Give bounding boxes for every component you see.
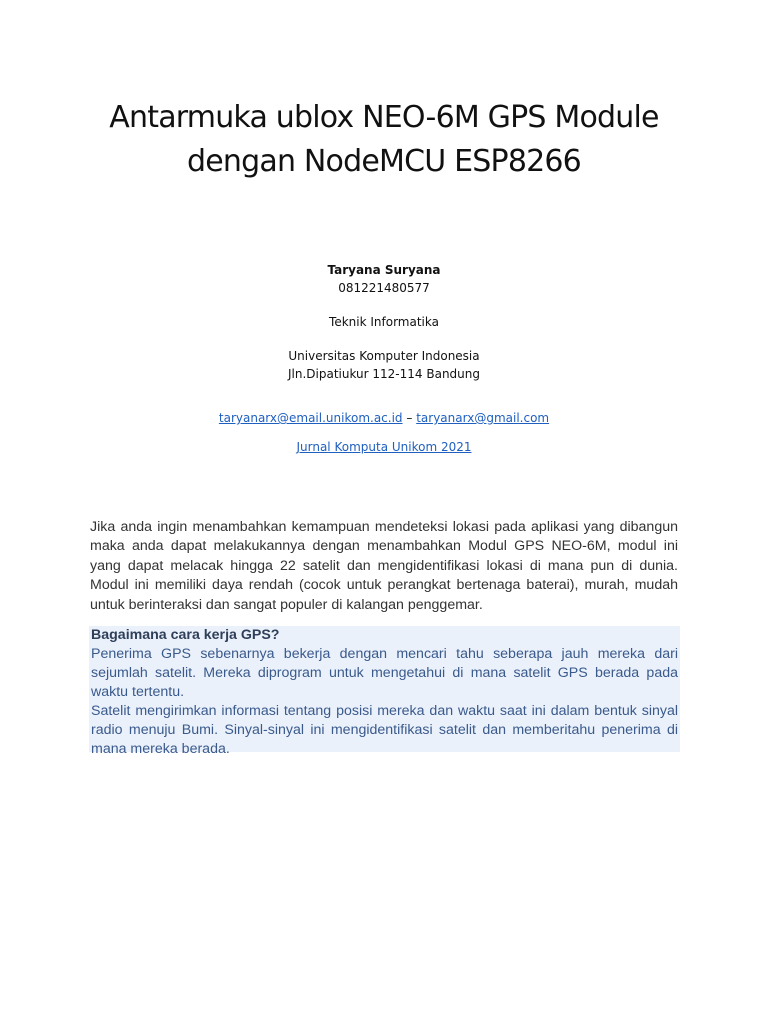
- paper-title: [60, 96, 708, 184]
- gps-paragraph-2: Satelit mengirimkan informasi tentang posisi mereka dan waktu saat ini dalam bentuk sinyal radio menuju Bumi. Sinyal-sinyal ini mengidentifikasi satelit dan memberitahu penerima di mana mereka berada.: [91, 703, 678, 757]
- email-separator: –: [406, 411, 413, 425]
- gps-info-box: [89, 626, 680, 757]
- title-line-1: Antarmuka ublox NEO-6M GPS Module: [109, 100, 659, 135]
- author-address: Jln.Dipatiukur 112-114 Bandung: [287, 367, 480, 381]
- title-line-2: dengan NodeMCU ESP8266: [187, 144, 581, 179]
- intro-paragraph: Jika anda ingin menambahkan kemampuan mendeteksi lokasi pada aplikasi yang dibangun maka anda dapat melakukannya dengan menambahkan Modul GPS NEO-6M, modul ini yang dapat melacak hingga 22 satelit dan mengidentifikasi lokasi di mana pun di dunia. Modul ini memiliki daya rendah (cocok untuk perangkat bertenaga baterai), murah, mudah untuk berinteraksi dan sangat populer di kalangan penggemar.: [90, 519, 678, 613]
- journal-line: [84, 438, 684, 456]
- gps-section-heading: Bagaimana cara kerja GPS?: [91, 627, 280, 643]
- email-block: [84, 409, 684, 427]
- gps-paragraph-1: Penerima GPS sebenarnya bekerja dengan mencari tahu seberapa jauh mereka dari sejumlah satelit. Mereka diprogram untuk mengetahui di mana satelit GPS berada pada waktu tertentu.: [91, 646, 678, 700]
- author-block: [84, 261, 684, 297]
- author-department: Teknik Informatika: [329, 315, 439, 329]
- department-block: [84, 313, 684, 331]
- affiliation-block: [84, 347, 684, 383]
- email-link-unikom[interactable]: taryanarx@email.unikom.ac.id: [218, 411, 403, 425]
- journal-link[interactable]: Jurnal Komputa Unikom 2021: [296, 440, 472, 454]
- journal-block: [84, 438, 684, 456]
- author-phone: 081221480577: [338, 281, 430, 295]
- author-name: Taryana Suryana: [327, 263, 441, 277]
- email-line: [84, 409, 684, 427]
- email-link-gmail[interactable]: taryanarx@gmail.com: [416, 411, 550, 425]
- author-university: Universitas Komputer Indonesia: [288, 349, 480, 363]
